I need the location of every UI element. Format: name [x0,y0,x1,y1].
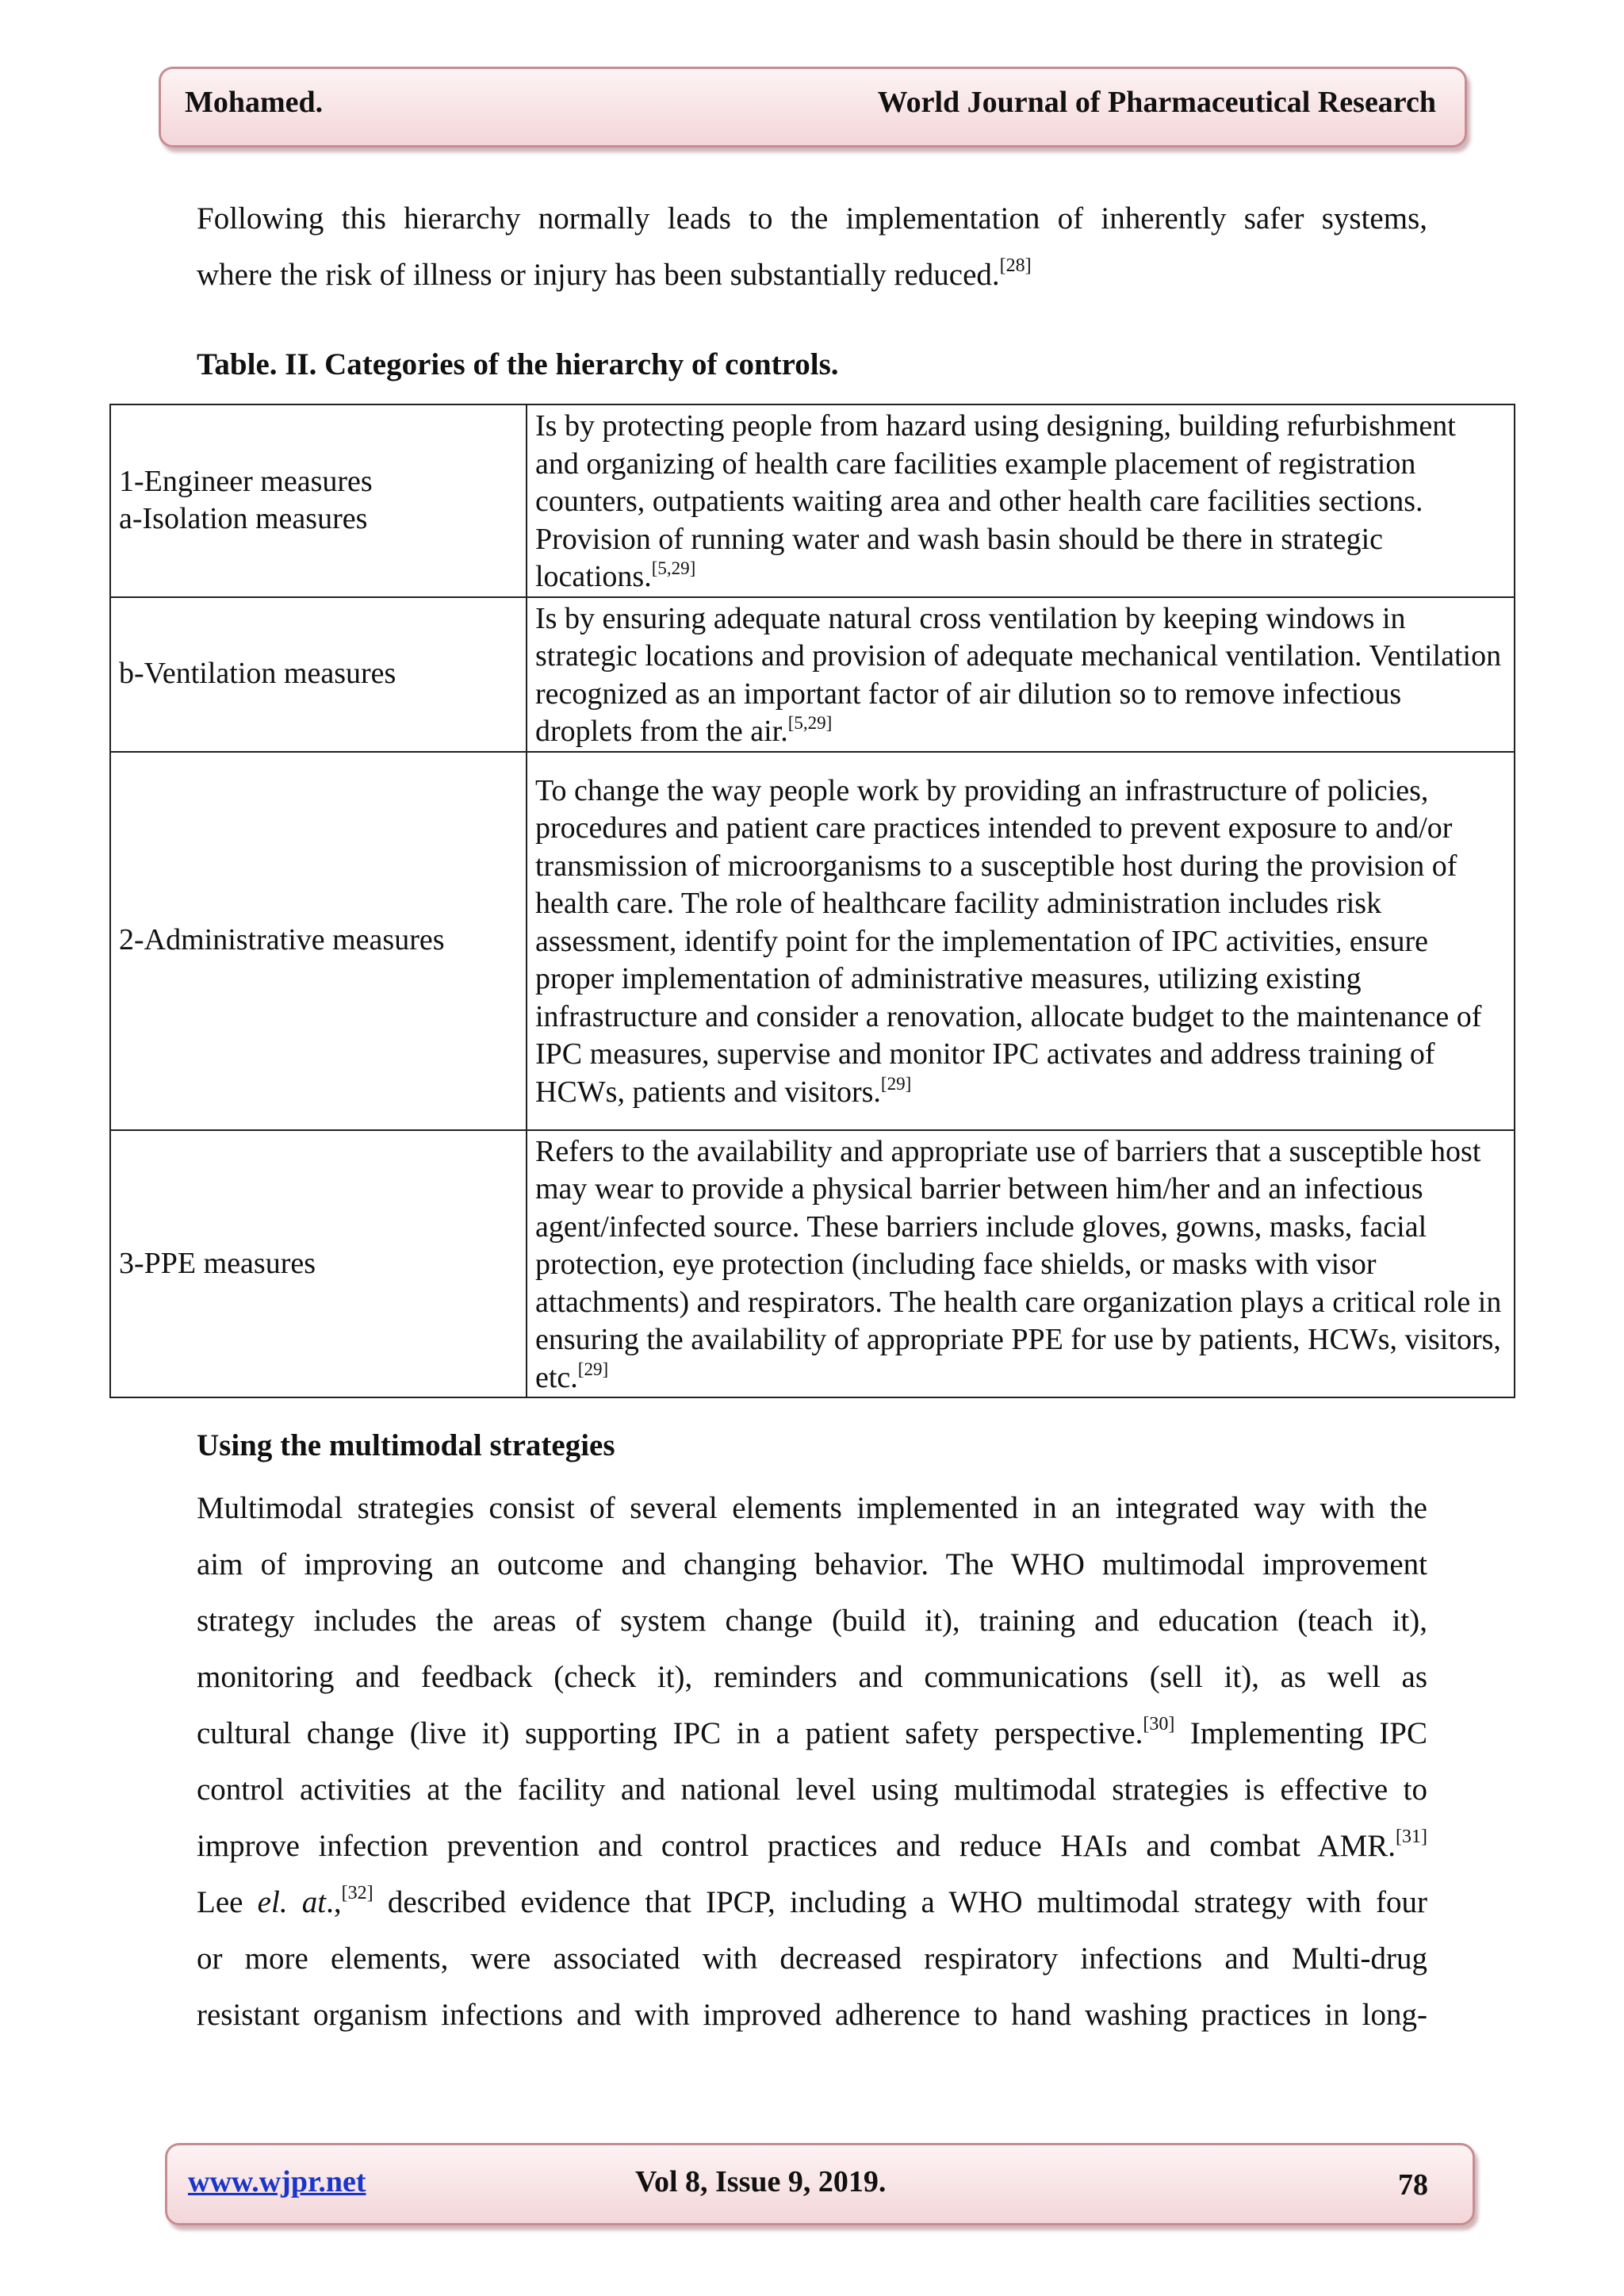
intro-line: Following this hierarchy normally leads to the implementation of inherently safer systems, [197,201,1427,236]
page-number: 78 [1398,2168,1428,2202]
journal-website-link[interactable]: www.wjpr.net [188,2165,366,2198]
citation: [5,29] [787,713,833,733]
category-cell [110,597,527,752]
category-cell [110,1130,527,1398]
citation: [31] [1396,1826,1427,1847]
description-text: Refers to the availability and appropriate use of barriers that a susceptible host may wear to provide a physical barrier between him/her and an infectious agent/infected source. These barriers include gloves, gowns, masks, facial protection, eye protection (including face shields, or masks with visor attachments) and respirators. The health care organization plays a critical role in ensuring the availability of appropriate PPE for use by patients, HCWs, visitors, etc. [535,1134,1502,1394]
body-line: or more elements, were associated with decreased respiratory infections and Multi-drug [197,1941,1427,1976]
body-text: Lee [197,1885,258,1919]
description-cell [527,1130,1515,1398]
section-heading: Using the multimodal strategies [197,1428,615,1462]
table-caption: Table. II. Categories of the hierarchy of controls. [197,347,839,381]
body-line: Multimodal strategies consist of several elements implemented in an integrated way with the [197,1491,1427,1525]
description-cell [527,597,1515,752]
citation: [29] [577,1359,609,1379]
citation: [30] [1143,1714,1175,1734]
description-text: Is by ensuring adequate natural cross ventilation by keeping windows in strategic locations and provision of adequate mechanical ventilation. Ventilation recognized as an important factor of air dilution so to remove infectious droplets from the air. [535,601,1502,748]
citation: [5,29] [651,558,696,578]
body-line [197,1874,1427,1930]
header-journal-title: World Journal of Pharmaceutical Research [877,86,1436,119]
description-cell [527,752,1515,1130]
intro-paragraph [197,190,1427,303]
header-author: Mohamed. [185,86,324,119]
category-label: b-Ventilation measures [119,657,396,691]
intro-text: where the risk of illness or injury has been substantially reduced. [197,258,1000,292]
body-line [197,1818,1427,1874]
category-cell [110,752,527,1130]
category-label: 2-Administrative measures [119,923,445,957]
citation: [32] [341,1883,373,1903]
table-row [110,404,1515,597]
body-text: Implementing IPC [1174,1716,1427,1750]
body-line: resistant organism infections and with improved adherence to hand washing practices in long- [197,1998,1427,2032]
body-paragraph [197,1480,1427,2043]
body-line: control activities at the facility and national level using multimodal strategies is effective to [197,1773,1427,1807]
intro-line [197,247,1427,303]
category-cell [110,404,527,597]
issue-info: Vol 8, Issue 9, 2019. [635,2165,887,2198]
description-cell [527,404,1515,597]
body-line: monitoring and feedback (check it), reminders and communications (sell it), as well as [197,1660,1427,1694]
table-row [110,752,1515,1130]
body-line: strategy includes the areas of system change (build it), training and education (teach it), [197,1604,1427,1638]
body-text: ., [326,1885,342,1919]
category-label: 3-PPE measures [119,1246,316,1280]
running-header [159,67,1467,148]
body-line: aim of improving an outcome and changing behavior. The WHO multimodal improvement [197,1547,1427,1581]
category-sublabel: a-Isolation measures [119,502,368,536]
body-text: improve infection prevention and control practices and reduce HAIs and combat AMR. [197,1829,1396,1863]
body-text: described evidence that IPCP, including a WHO multimodal strategy with four [373,1885,1427,1919]
running-footer [165,2143,1475,2225]
category-label: 1-Engineer measures [119,464,373,498]
table-row [110,597,1515,752]
citation: [29] [880,1073,912,1094]
description-text: To change the way people work by providing an infrastructure of policies, procedures and patient care practices intended to prevent exposure to and/or transmission of microorganisms to a susceptible host during the provision of health care. The role of healthcare facility administration includes risk assessment, identify point for the implementation of IPC activities, ensure proper implementation of administrative measures, utilizing existing infrastructure and consider a renovation, allocate budget to the maintenance of IPC measures, supervise and monitor IPC activates and address training of HCWs, patients and visitors. [535,773,1482,1109]
italic-text: el. at [257,1885,327,1919]
description-text: Is by protecting people from hazard using designing, building refurbishment and organizing of health care facilities example placement of registration counters, outpatients waiting area and other health care facilities sections. Provision of running water and wash basin should be there in strategic locations. [535,409,1456,593]
table-row [110,1130,1515,1398]
body-text: cultural change (live it) supporting IPC in a patient safety perspective. [197,1716,1143,1750]
body-line [197,1705,1427,1761]
hierarchy-controls-table [109,404,1515,1398]
citation: [28] [999,255,1032,276]
